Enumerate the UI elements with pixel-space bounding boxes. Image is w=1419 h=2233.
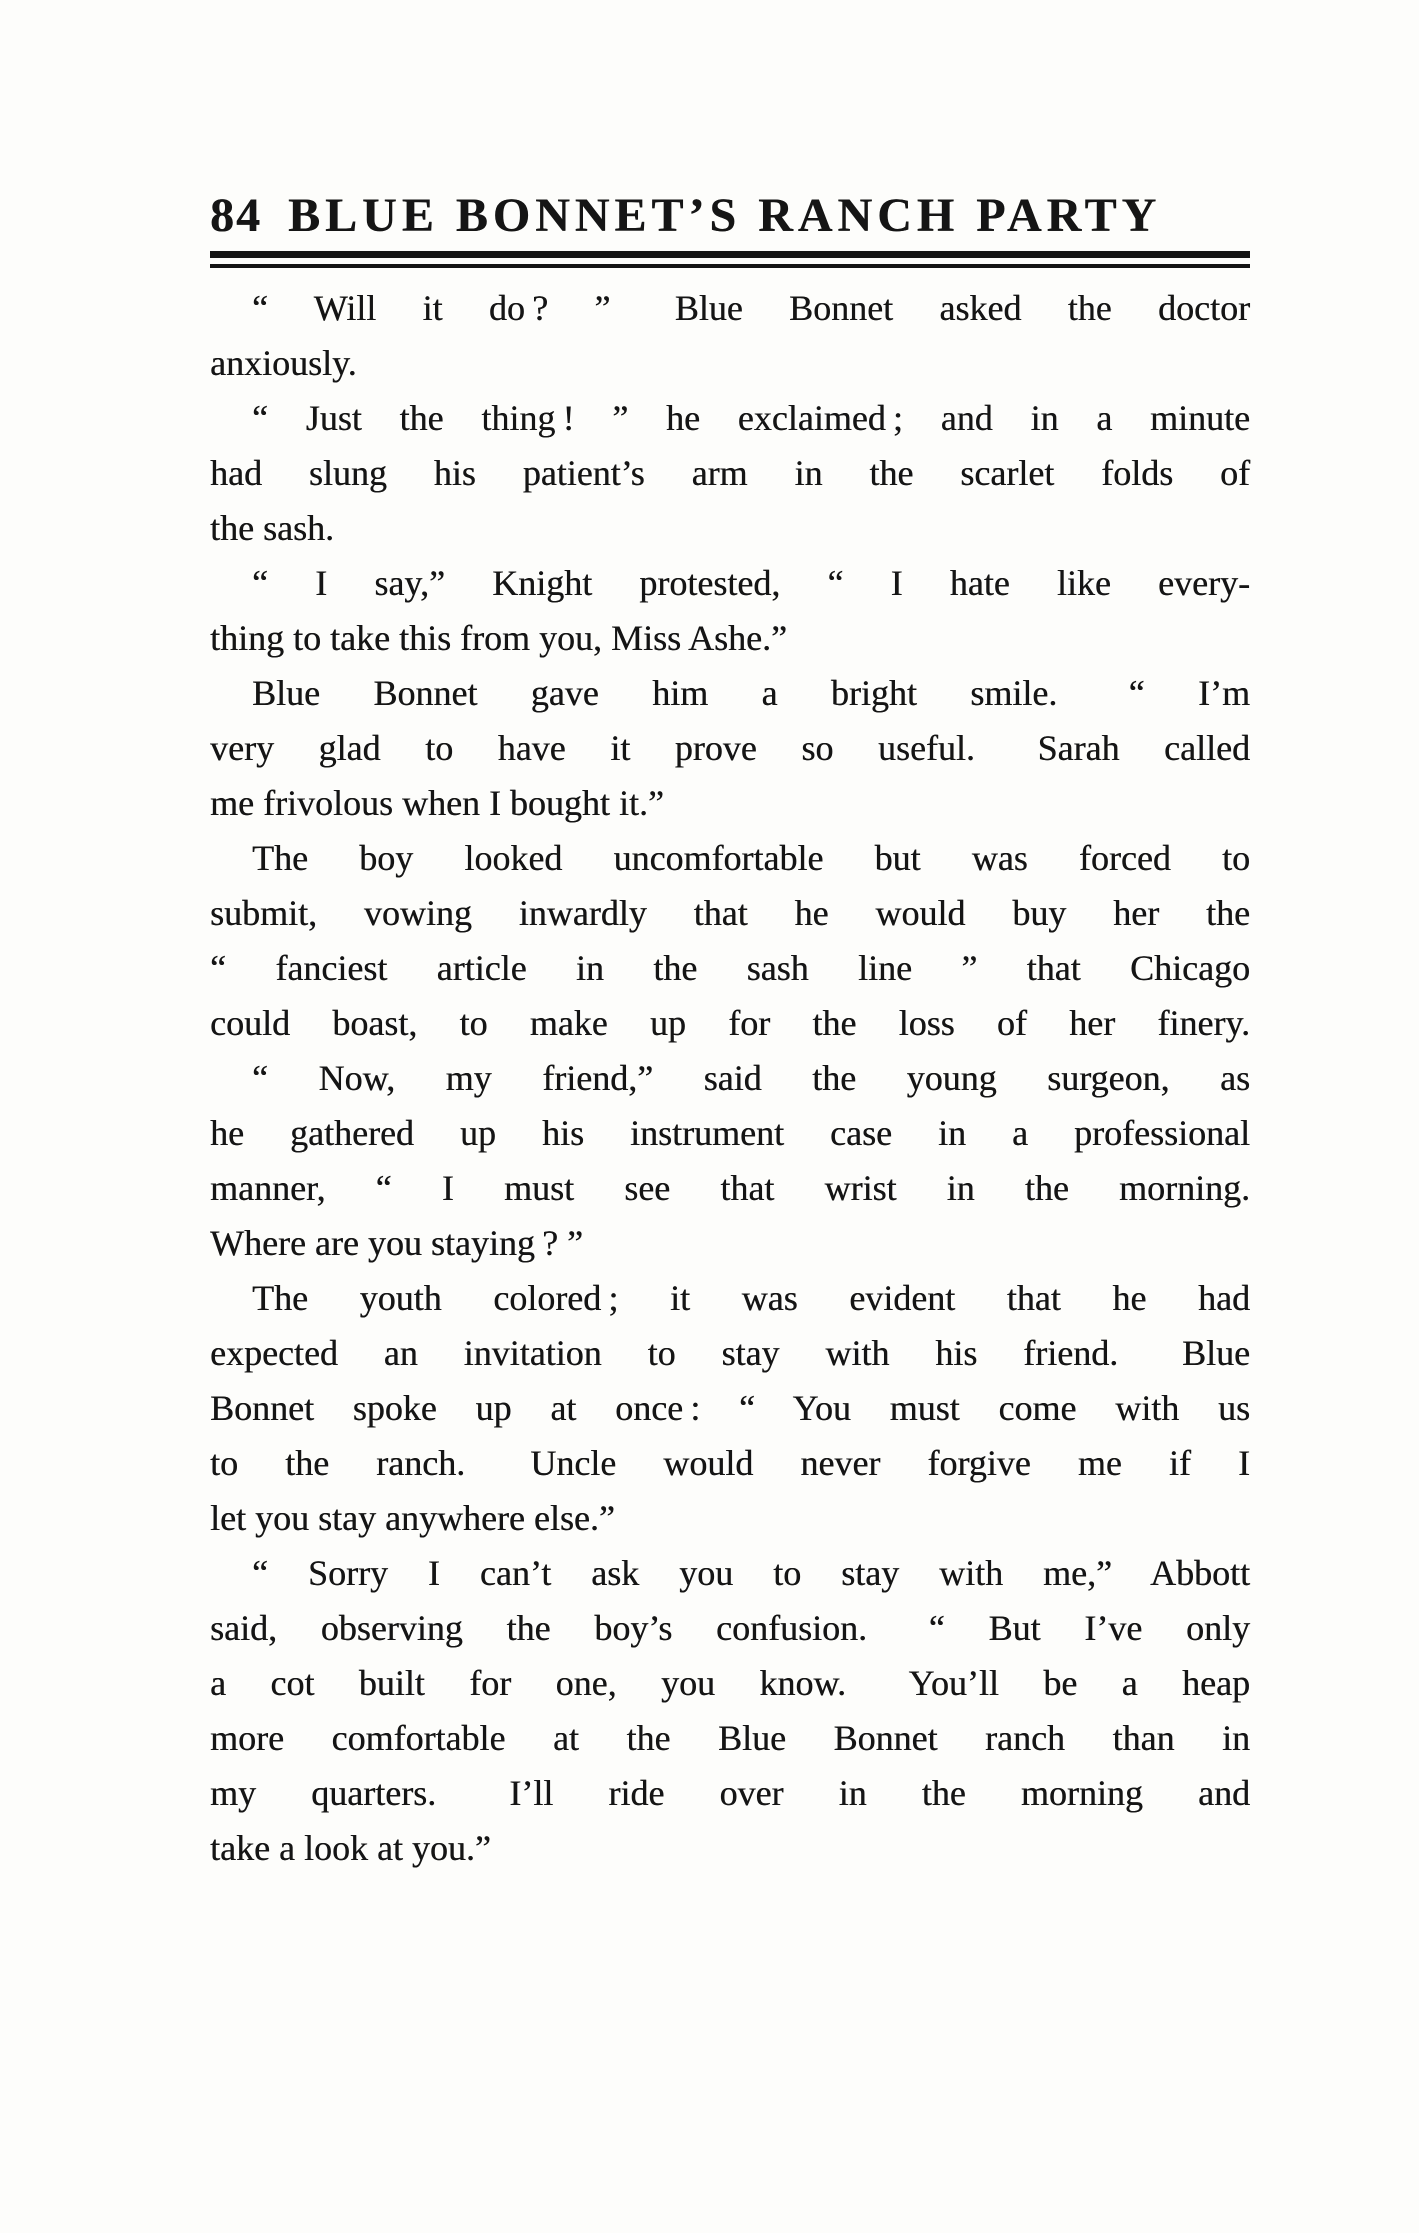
paragraph (210, 556, 1250, 666)
text-line: very glad to have it prove so useful. Sarah called (210, 728, 1250, 768)
page-number: 84 (210, 189, 262, 242)
text-line: “ fanciest article in the sash line ” that Chicago (210, 948, 1250, 988)
text-column (210, 0, 1250, 1876)
paragraph (210, 1546, 1250, 1876)
paragraph (210, 391, 1250, 556)
text-line: let you stay anywhere else.” (210, 1498, 615, 1538)
text-line: me frivolous when I bought it.” (210, 783, 664, 823)
text-line: said, observing the boy’s confusion. “ But I’ve only (210, 1608, 1250, 1648)
text-line: manner, “ I must see that wrist in the morning. (210, 1168, 1250, 1208)
paragraph (210, 831, 1250, 1051)
text-line: thing to take this from you, Miss Ashe.” (210, 618, 787, 658)
paragraph (210, 281, 1250, 391)
page-title: BLUE BONNET’S RANCH PARTY (288, 189, 1162, 242)
text-line: Where are you staying ? ” (210, 1223, 584, 1263)
text-line: had slung his patient’s arm in the scarlet folds of (210, 453, 1250, 493)
text-line: take a look at you.” (210, 1828, 491, 1868)
page-body (210, 281, 1250, 1876)
paragraph (210, 666, 1250, 831)
paragraph (210, 1271, 1250, 1546)
page-header (210, 190, 1250, 242)
text-line: “ Will it do ? ” Blue Bonnet asked the doctor (252, 288, 1250, 328)
text-line: to the ranch. Uncle would never forgive me if I (210, 1443, 1250, 1483)
text-line: he gathered up his instrument case in a professional (210, 1113, 1250, 1153)
text-line: Bonnet spoke up at once : “ You must come with us (210, 1388, 1250, 1428)
text-line: “ Just the thing ! ” he exclaimed ; and in a minute (252, 398, 1250, 438)
text-line: submit, vowing inwardly that he would buy her the (210, 893, 1250, 933)
text-line: my quarters. I’ll ride over in the morning and (210, 1773, 1250, 1813)
paragraph (210, 1051, 1250, 1271)
text-line: The youth colored ; it was evident that he had (252, 1278, 1250, 1318)
text-line: could boast, to make up for the loss of her finery. (210, 1003, 1250, 1043)
text-line: anxiously. (210, 343, 357, 383)
text-line: expected an invitation to stay with his friend. Blue (210, 1333, 1250, 1373)
text-line: Blue Bonnet gave him a bright smile. “ I’m (252, 673, 1250, 713)
text-line: the sash. (210, 508, 334, 548)
text-line: The boy looked uncomfortable but was forced to (252, 838, 1250, 878)
text-line: “ Sorry I can’t ask you to stay with me,” Abbott (252, 1553, 1250, 1593)
text-line: “ I say,” Knight protested, “ I hate like every- (252, 563, 1250, 603)
text-line: more comfortable at the Blue Bonnet ranch than in (210, 1718, 1250, 1758)
text-line: a cot built for one, you know. You’ll be a heap (210, 1663, 1250, 1703)
double-rule (210, 251, 1250, 268)
text-line: “ Now, my friend,” said the young surgeon, as (252, 1058, 1250, 1098)
